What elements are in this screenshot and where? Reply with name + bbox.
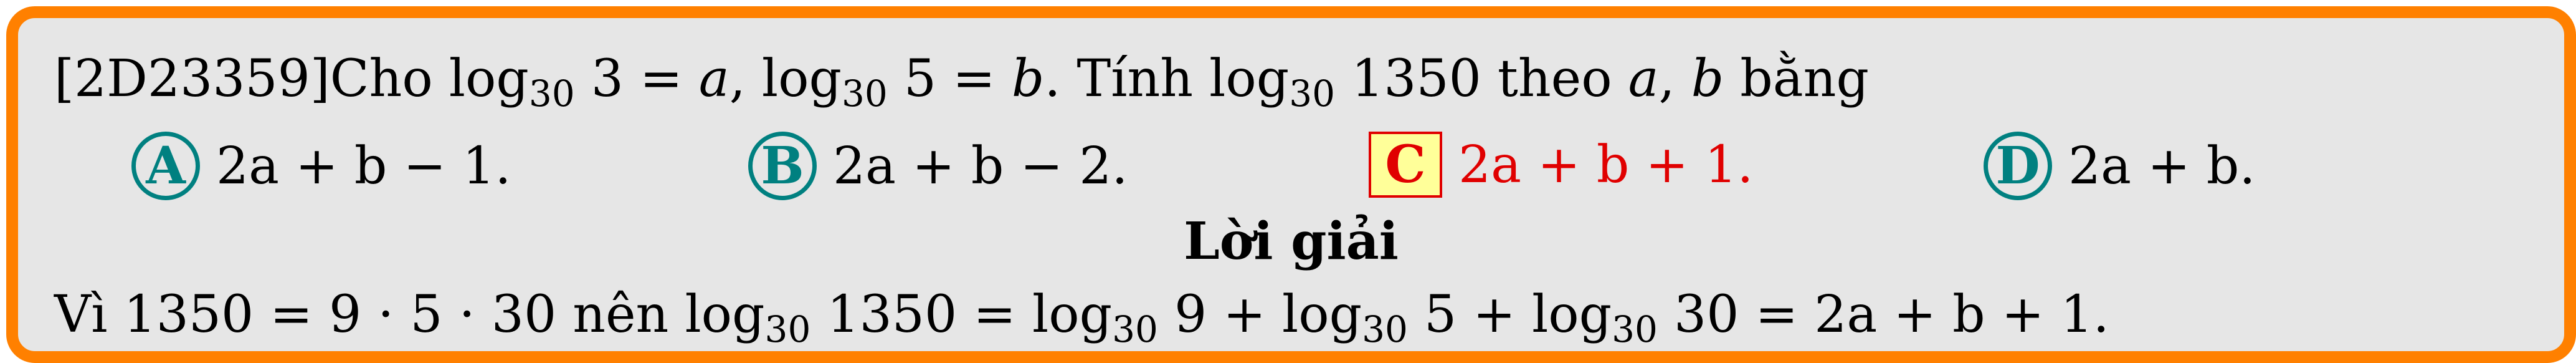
solution-text: Vì 1350 = 9 · 5 · 30 nên $\log_{30} 1350 = \log_{30} 9 + \log_{30} 5 + \log_{30} 30 = 2a + b + 1$. [54,285,2109,351]
option-d-badge: D [1984,132,2052,200]
option-c-text: 2a + b + 1. [1458,135,1754,195]
option-a[interactable] [131,132,511,200]
option-b[interactable] [748,132,1128,200]
answer-options [18,132,2564,200]
option-b-text: 2a + b − 2. [833,136,1128,196]
option-d-text: 2a + b. [2068,136,2256,196]
option-c[interactable] [1369,132,1753,198]
question-code: [2D23359] [54,49,330,109]
option-c-badge: C [1369,132,1442,198]
question-text: [2D23359]Cho $\log_{30} 3 = a$, $\log_{30} 5 = b$. Tính $\log_{30} 1350$ theo a, b bằng [54,49,1869,115]
solution-result: 2a + b + 1. [1814,285,2109,344]
question-card [6,6,2576,363]
option-b-badge: B [748,132,817,200]
option-a-text: 2a + b − 1. [216,136,511,196]
solution-title: Lời giải [1184,211,1399,271]
option-a-badge: A [131,132,200,200]
option-d[interactable] [1984,132,2255,200]
